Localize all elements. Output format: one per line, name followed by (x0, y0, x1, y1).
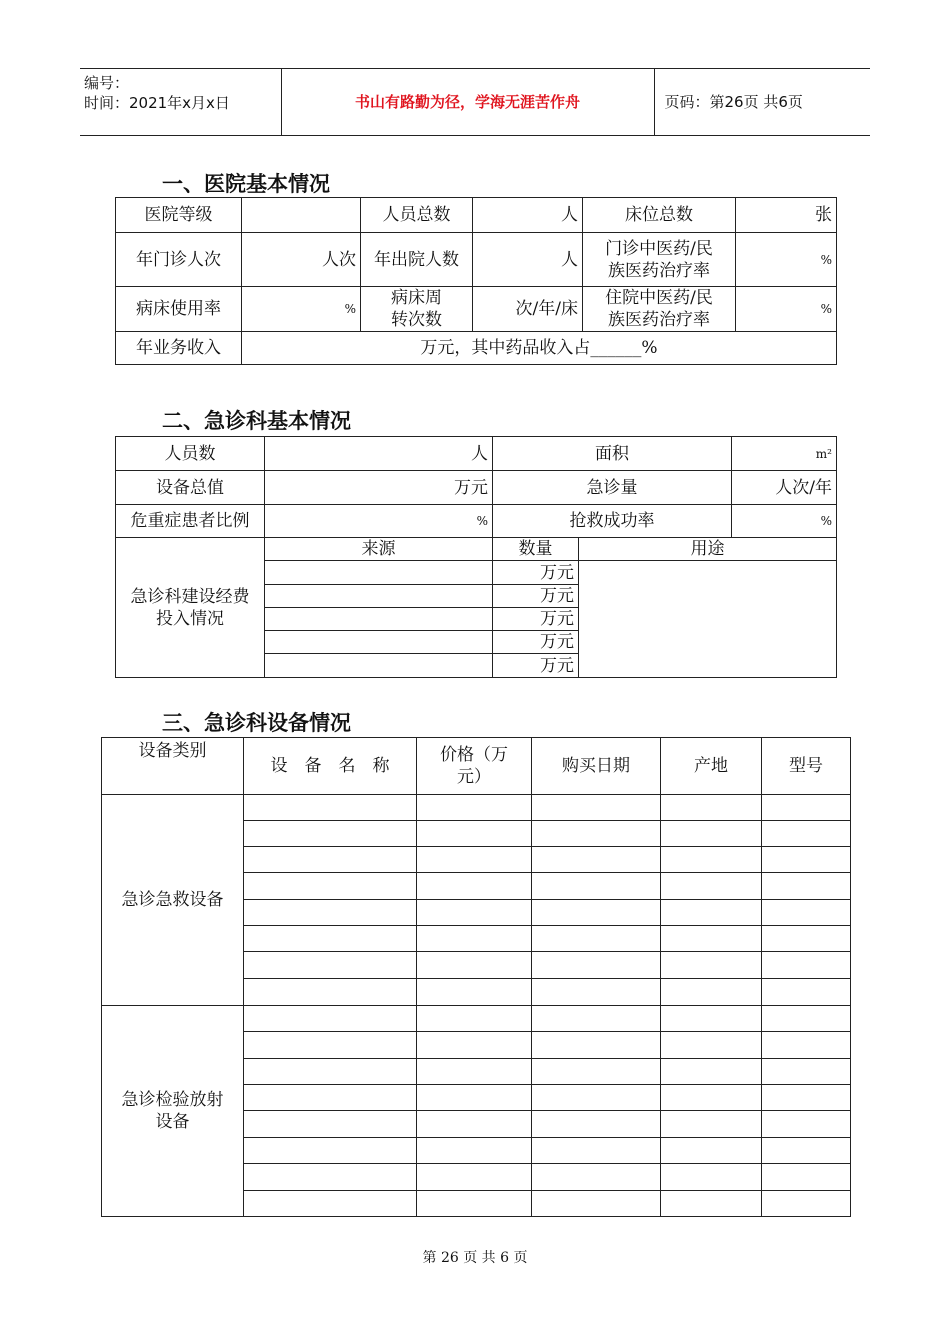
equipment-cell[interactable] (244, 1111, 417, 1138)
funding-header-source: 来源 (265, 538, 493, 561)
cell-value[interactable]: % (736, 287, 837, 332)
cell-value[interactable] (242, 198, 361, 233)
equipment-cell[interactable] (244, 1059, 417, 1085)
equipment-cell[interactable] (244, 979, 417, 1006)
equipment-cell[interactable] (762, 1138, 851, 1164)
funding-label: 急诊科建设经费投入情况 (116, 538, 265, 678)
equipment-cell[interactable] (661, 1059, 762, 1085)
equipment-cell[interactable] (661, 1085, 762, 1111)
funding-header-amount: 数量 (493, 538, 579, 561)
equipment-cell[interactable] (762, 1059, 851, 1085)
equipment-cell[interactable] (532, 1191, 661, 1217)
equipment-cell[interactable] (661, 900, 762, 926)
equipment-cell[interactable] (244, 1191, 417, 1217)
cell-label: 危重症患者比例 (116, 505, 265, 538)
funding-amount-cell[interactable]: 万元 (493, 631, 579, 654)
equipment-cell[interactable] (417, 821, 532, 847)
equipment-cell[interactable] (244, 952, 417, 979)
equipment-cell[interactable] (417, 1059, 532, 1085)
emergency-basic-table (115, 436, 837, 678)
section2-title: 二、急诊科基本情况 (162, 409, 351, 433)
page-header (80, 68, 870, 136)
page-label: 页码：第26页 共6页 (654, 69, 870, 136)
equipment-cell[interactable] (532, 900, 661, 926)
funding-amount-cell[interactable]: 万元 (493, 608, 579, 631)
equipment-cell[interactable] (244, 1164, 417, 1191)
equipment-cell[interactable] (762, 979, 851, 1006)
number-label: 编号： (84, 74, 130, 92)
equipment-cell[interactable] (532, 873, 661, 900)
hospital-basic-table (115, 197, 837, 365)
equipment-cell[interactable] (244, 926, 417, 952)
equipment-cell[interactable] (417, 1085, 532, 1111)
equipment-cell[interactable] (417, 1111, 532, 1138)
equipment-cell[interactable] (661, 1191, 762, 1217)
cell-label: 面积 (493, 437, 732, 471)
cell-value[interactable]: % (242, 287, 361, 332)
equipment-cell[interactable] (417, 900, 532, 926)
equipment-cell[interactable] (532, 1138, 661, 1164)
equipment-cell[interactable] (661, 1006, 762, 1032)
equipment-cell[interactable] (244, 795, 417, 821)
cell-label: 住院中医药/民族医药治疗率 (583, 287, 736, 332)
equipment-cell[interactable] (762, 873, 851, 900)
header-category: 设备类别 (102, 738, 244, 795)
equipment-cell[interactable] (762, 821, 851, 847)
cell-label: 年门诊人次 (116, 233, 242, 287)
equipment-cell[interactable] (532, 979, 661, 1006)
cell-value[interactable]: % (736, 233, 837, 287)
equipment-cell[interactable] (417, 1032, 532, 1059)
group-emergency-lab-radiology: 急诊检验放射设备 (102, 1006, 244, 1217)
equipment-cell[interactable] (532, 847, 661, 873)
equipment-cell[interactable] (661, 952, 762, 979)
equipment-cell[interactable] (532, 795, 661, 821)
funding-usage-cell[interactable] (579, 561, 837, 678)
cell-label: 年出院人数 (361, 233, 473, 287)
section3-title: 三、急诊科设备情况 (162, 711, 351, 735)
funding-amount-cell[interactable]: 万元 (493, 561, 579, 585)
equipment-cell[interactable] (661, 926, 762, 952)
equipment-cell[interactable] (244, 821, 417, 847)
equipment-cell[interactable] (762, 1111, 851, 1138)
equipment-cell[interactable] (244, 1032, 417, 1059)
equipment-cell[interactable] (762, 1032, 851, 1059)
equipment-cell[interactable] (762, 1006, 851, 1032)
equipment-cell[interactable] (417, 979, 532, 1006)
equipment-cell[interactable] (417, 795, 532, 821)
header-model: 型号 (762, 738, 851, 795)
cell-value[interactable]: 人 (265, 437, 493, 471)
funding-source-cell[interactable] (265, 654, 493, 678)
equipment-cell[interactable] (661, 873, 762, 900)
equipment-cell[interactable] (244, 900, 417, 926)
date-label: 时间：2021年x月x日 (84, 94, 230, 112)
cell-value[interactable]: 人次/年 (732, 471, 837, 505)
cell-value[interactable]: 次/年/床 (473, 287, 583, 332)
equipment-cell[interactable] (417, 1138, 532, 1164)
header-origin: 产地 (661, 738, 762, 795)
equipment-cell[interactable] (661, 1032, 762, 1059)
equipment-cell[interactable] (244, 847, 417, 873)
equipment-cell[interactable] (417, 926, 532, 952)
funding-source-cell[interactable] (265, 585, 493, 608)
section1-title: 一、医院基本情况 (162, 172, 330, 196)
cell-label: 抢救成功率 (493, 505, 732, 538)
equipment-cell[interactable] (244, 1085, 417, 1111)
cell-label: 病床使用率 (116, 287, 242, 332)
equipment-cell[interactable] (417, 847, 532, 873)
equipment-cell[interactable] (244, 1006, 417, 1032)
cell-value[interactable]: 张 (736, 198, 837, 233)
equipment-cell[interactable] (532, 952, 661, 979)
cell-label: 医院等级 (116, 198, 242, 233)
cell-value[interactable]: % (265, 505, 493, 538)
cell-value[interactable]: m² (732, 437, 837, 471)
funding-source-cell[interactable] (265, 631, 493, 654)
equipment-cell[interactable] (417, 1164, 532, 1191)
funding-header-usage: 用途 (579, 538, 837, 561)
equipment-cell[interactable] (661, 847, 762, 873)
equipment-cell[interactable] (661, 1138, 762, 1164)
equipment-cell[interactable] (532, 1085, 661, 1111)
cell-label: 人员总数 (361, 198, 473, 233)
equipment-cell[interactable] (532, 1059, 661, 1085)
equipment-cell[interactable] (417, 952, 532, 979)
motto: 书山有路勤为径，学海无涯苦作舟 (281, 69, 654, 136)
equipment-cell[interactable] (762, 926, 851, 952)
group-emergency-rescue: 急诊急救设备 (102, 795, 244, 1006)
cell-label: 年业务收入 (116, 332, 242, 365)
header-price: 价格（万元） (417, 738, 532, 795)
equipment-cell[interactable] (762, 900, 851, 926)
equipment-cell[interactable] (661, 1111, 762, 1138)
cell-value[interactable]: 人 (473, 233, 583, 287)
funding-source-cell[interactable] (265, 561, 493, 585)
funding-amount-cell[interactable]: 万元 (493, 585, 579, 608)
funding-source-cell[interactable] (265, 608, 493, 631)
equipment-cell[interactable] (532, 1111, 661, 1138)
equipment-cell[interactable] (661, 1164, 762, 1191)
equipment-cell[interactable] (417, 873, 532, 900)
equipment-cell[interactable] (532, 821, 661, 847)
equipment-table (101, 737, 851, 1217)
equipment-cell[interactable] (532, 1006, 661, 1032)
header-meta (80, 69, 281, 136)
equipment-cell[interactable] (762, 1085, 851, 1111)
cell-label: 床位总数 (583, 198, 736, 233)
cell-value[interactable]: 人次 (242, 233, 361, 287)
equipment-cell[interactable] (661, 821, 762, 847)
cell-label: 人员数 (116, 437, 265, 471)
equipment-cell[interactable] (532, 926, 661, 952)
header-name: 设 备 名 称 (244, 738, 417, 795)
cell-value[interactable]: 万元 (265, 471, 493, 505)
cell-label: 病床周转次数 (361, 287, 473, 332)
cell-label: 设备总值 (116, 471, 265, 505)
header-date: 购买日期 (532, 738, 661, 795)
funding-amount-cell[interactable]: 万元 (493, 654, 579, 678)
cell-label: 门诊中医药/民族医药治疗率 (583, 233, 736, 287)
equipment-cell[interactable] (244, 1138, 417, 1164)
equipment-cell[interactable] (244, 873, 417, 900)
cell-label: 急诊量 (493, 471, 732, 505)
income-value[interactable]: 万元，其中药品收入占______% (242, 332, 837, 365)
equipment-cell[interactable] (417, 1191, 532, 1217)
cell-value[interactable]: % (732, 505, 837, 538)
cell-value[interactable]: 人 (473, 198, 583, 233)
equipment-cell[interactable] (762, 1164, 851, 1191)
equipment-cell[interactable] (532, 1032, 661, 1059)
equipment-cell[interactable] (417, 1006, 532, 1032)
equipment-cell[interactable] (661, 795, 762, 821)
equipment-cell[interactable] (762, 952, 851, 979)
equipment-cell[interactable] (762, 1191, 851, 1217)
equipment-cell[interactable] (532, 1164, 661, 1191)
equipment-cell[interactable] (661, 979, 762, 1006)
page-footer: 第 26 页 共 6 页 (422, 1250, 528, 1266)
equipment-cell[interactable] (762, 847, 851, 873)
equipment-cell[interactable] (762, 795, 851, 821)
